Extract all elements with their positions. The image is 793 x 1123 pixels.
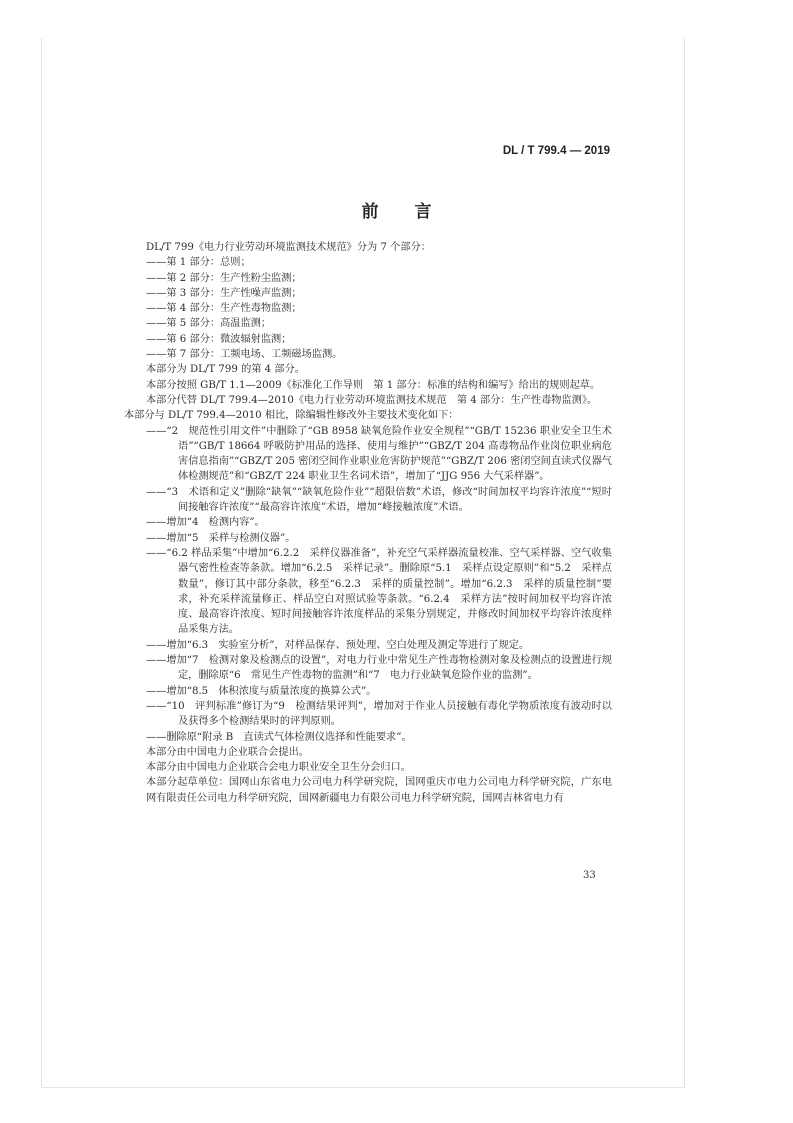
change-item: ——增加“4 检测内容”。 bbox=[146, 517, 265, 529]
change-item: ——增加“8.5 体积浓度与质量浓度的换算公式”。 bbox=[146, 685, 377, 697]
paragraph: 本部分由中国电力企业联合会电力职业安全卫生分会归口。 bbox=[146, 762, 411, 774]
change-item: ——“3 术语和定义”删除“缺氧”“缺氧危险作业”“超限倍数”术语，修改“时间加权平均容许浓度”“短时间接触容许浓度”“最高容许浓度”术语，增加“峰接触浓度”术语。 bbox=[146, 486, 612, 514]
right-margin-line bbox=[684, 38, 685, 1088]
paragraph: 本部分由中国电力企业联合会提出。 bbox=[146, 746, 309, 758]
paragraph: 本部分代替 DL/T 799.4—2010《电力行业劳动环境监测技术规范 第 4 部分：生产性毒物监测》。 bbox=[146, 394, 598, 406]
list-item: ——第 5 部分：高温监测； bbox=[146, 318, 272, 330]
title-char-1: 前 bbox=[361, 202, 379, 222]
change-item: ——增加“7 检测对象及检测点的设置”，对电力行业中常见生产性毒物检测对象及检测点的设置进行规定，删除原“6 常见生产性毒物的监测”和“7 电力行业缺氧危险作业的监测”。 bbox=[146, 655, 612, 682]
list-item: ——第 6 部分：微波辐射监测； bbox=[146, 333, 292, 345]
change-item: ——“6.2 样品采集”中增加“6.2.2 采样仪器准备”，补充空气采样器流量校准、空气采样器、空气收集器气密性检查等条款。增加“6.2.5 采样记录”。删除原“5.1 采样点设定原则”和“5.2 采样点数量”，修订其中部分条款，移至“6.2.3 采样的质量控制”。增加“6.2.3 采样的质量控制”要求，补充采样流量修正、样品空白对照试验等条款。“6.2.4 采样方法”按时间加权平均容许浓度、最高容许浓度、短时间接触容许浓度样品的采集分别规定，并修改时间加权平均容许浓度样品采集方法。 bbox=[146, 547, 612, 636]
change-item: ——“10 评判标准”修订为“9 检测结果评判”，增加对于作业人员接触有毒化学物质浓度有波动时以及获得多个检测结果时的评判原则。 bbox=[146, 700, 612, 728]
title-char-2: 言 bbox=[414, 202, 432, 222]
bottom-rule bbox=[41, 1087, 685, 1088]
page-title bbox=[0, 197, 793, 222]
list-item: ——第 7 部分：工频电场、工频磁场监测。 bbox=[146, 349, 343, 361]
change-item: ——增加“6.3 实验室分析”，对样品保存、预处理、空白处理及测定等进行了规定。 bbox=[146, 639, 530, 651]
list-item: ——第 3 部分：生产性噪声监测； bbox=[146, 287, 302, 299]
standard-code: DL / T 799.4 — 2019 bbox=[502, 145, 610, 157]
list-item: ——第 1 部分：总则； bbox=[146, 257, 251, 269]
paragraph: 本部分为 DL/T 799 的第 4 部分。 bbox=[146, 364, 305, 376]
paragraph: 本部分按照 GB/T 1.1—2009《标准化工作导则 第 1 部分：标准的结构和编写》给出的规则起草。 bbox=[146, 379, 601, 391]
change-item: ——“2 规范性引用文件”中删除了“GB 8958 缺氧危险作业安全规程”“GB/T 15236 职业安全卫生术语”“GB/T 18664 呼吸防护用品的选择、使用与维护”“GBZ/T 204 高毒物品作业岗位职业病危害信息指南”“GBZ/T 205 密闭空间作业职业危害防护规范”“GBZ/T 206 密闭空间直读式仪器气体检测规范”和“GBZ/T 224 职业卫生名词术语”，增加了“JJG 956 大气采样器”。 bbox=[146, 425, 612, 483]
list-item: ——第 4 部分：生产性毒物监测； bbox=[146, 303, 302, 315]
left-margin-line bbox=[41, 38, 42, 1088]
foreword-body bbox=[124, 240, 612, 806]
change-item: ——增加“5 采样与检测仪器”。 bbox=[146, 532, 296, 544]
paragraph: 本部分起草单位：国网山东省电力公司电力科学研究院，国网重庆市电力公司电力科学研究院，广东电网有限责任公司电力科学研究院，国网新疆电力有限公司电力科学研究院，国网吉林省电力有 bbox=[146, 777, 612, 804]
paragraph: 本部分与 DL/T 799.4—2010 相比，除编辑性修改外主要技术变化如下： bbox=[124, 410, 459, 422]
page-number: 33 bbox=[583, 870, 596, 881]
paragraph: DL/T 799《电力行业劳动环境监测技术规范》分为 7 个部分： bbox=[146, 242, 431, 253]
change-item: ——删除原“附录 B 直读式气体检测仪选择和性能要求”。 bbox=[146, 731, 412, 743]
list-item: ——第 2 部分：生产性粉尘监测； bbox=[146, 272, 302, 284]
